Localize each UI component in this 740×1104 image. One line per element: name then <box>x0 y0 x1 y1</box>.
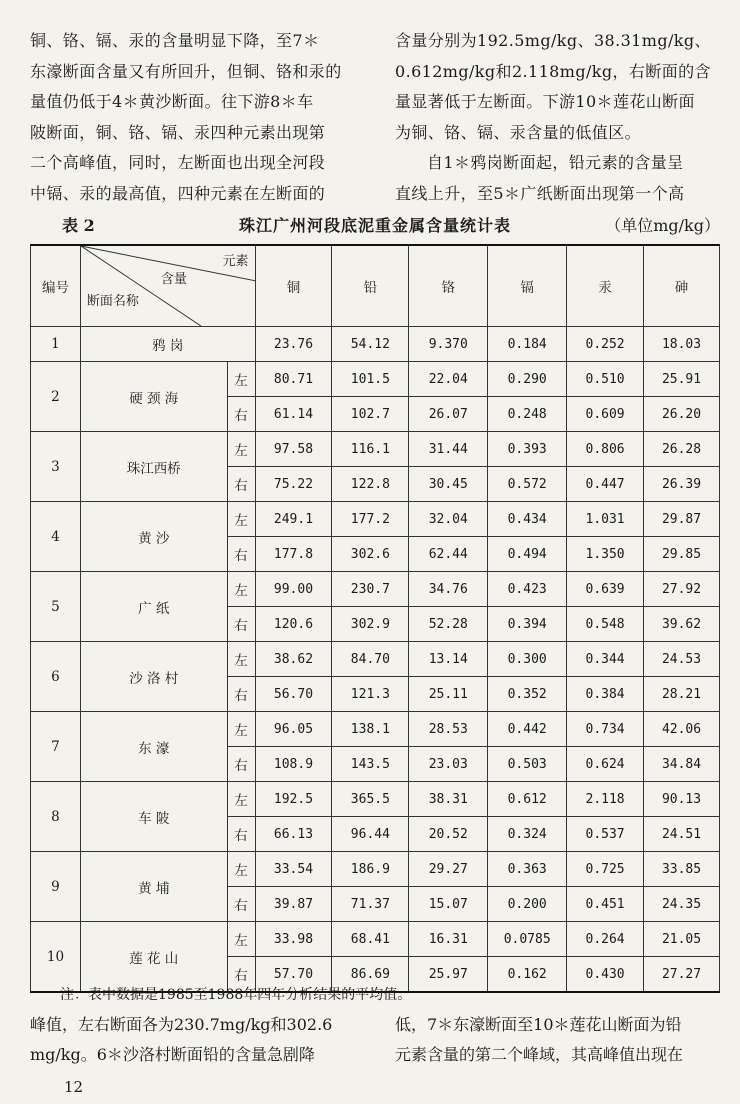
value-cell: 249.1 <box>255 502 332 537</box>
value-cell: 0.394 <box>488 607 567 642</box>
value-cell: 102.7 <box>332 397 409 432</box>
side-label: 左 <box>227 362 255 397</box>
diag-section-label: 断面名称 <box>86 294 139 309</box>
row-number: 6 <box>31 642 81 712</box>
value-cell: 29.85 <box>644 537 720 572</box>
value-cell: 0.537 <box>567 817 644 852</box>
row-number: 4 <box>31 502 81 572</box>
value-cell: 54.12 <box>332 327 409 362</box>
value-cell: 121.3 <box>332 677 409 712</box>
value-cell: 0.442 <box>488 712 567 747</box>
value-cell: 30.45 <box>409 467 488 502</box>
value-cell: 96.44 <box>332 817 409 852</box>
value-cell: 66.13 <box>255 817 332 852</box>
value-cell: 42.06 <box>644 712 720 747</box>
value-cell: 15.07 <box>409 887 488 922</box>
side-label: 右 <box>227 957 255 993</box>
value-cell: 34.84 <box>644 747 720 782</box>
table-row <box>31 782 720 817</box>
section-name: 鸦 岗 <box>80 327 255 362</box>
side-label: 右 <box>227 747 255 782</box>
value-cell: 1.031 <box>567 502 644 537</box>
value-cell: 0.447 <box>567 467 644 502</box>
value-cell: 1.350 <box>567 537 644 572</box>
table-row <box>31 502 720 537</box>
element-header: 镉 <box>488 245 567 327</box>
value-cell: 25.11 <box>409 677 488 712</box>
value-cell: 0.324 <box>488 817 567 852</box>
value-cell: 186.9 <box>332 852 409 887</box>
section-name: 黄 埔 <box>80 852 227 922</box>
value-cell: 0.725 <box>567 852 644 887</box>
col-no-header: 编号 <box>31 245 81 327</box>
value-cell: 0.252 <box>567 327 644 362</box>
value-cell: 26.39 <box>644 467 720 502</box>
row-number: 3 <box>31 432 81 502</box>
value-cell: 75.22 <box>255 467 332 502</box>
value-cell: 0.510 <box>567 362 644 397</box>
value-cell: 192.5 <box>255 782 332 817</box>
side-label: 左 <box>227 502 255 537</box>
text-column-left-top <box>30 26 372 209</box>
table-row <box>31 922 720 957</box>
value-cell: 0.806 <box>567 432 644 467</box>
table-unit: （单位mg/kg） <box>605 216 720 235</box>
section-name: 东 濠 <box>80 712 227 782</box>
value-cell: 2.118 <box>567 782 644 817</box>
diagonal-header <box>81 246 255 326</box>
side-label: 左 <box>227 782 255 817</box>
row-number: 7 <box>31 712 81 782</box>
table-row <box>31 572 720 607</box>
value-cell: 122.8 <box>332 467 409 502</box>
value-cell: 22.04 <box>409 362 488 397</box>
row-number: 10 <box>31 922 81 993</box>
paragraph: 铜、铬、镉、汞的含量明显下降，至7＊ 东濠断面含量又有所回升，但铜、铬和汞的 量值仍低于4＊黄沙断面。往下游8＊车 陂断面，铜、铬、镉、汞四种元素出现第 二个高峰值，同时，左断面也出现全河段 中镉、汞的最高值，四种元素在左断面的 <box>30 31 342 203</box>
value-cell: 230.7 <box>332 572 409 607</box>
value-cell: 31.44 <box>409 432 488 467</box>
side-label: 右 <box>227 467 255 502</box>
side-label: 右 <box>227 677 255 712</box>
value-cell: 177.2 <box>332 502 409 537</box>
data-table <box>30 244 720 993</box>
value-cell: 0.503 <box>488 747 567 782</box>
side-label: 左 <box>227 852 255 887</box>
value-cell: 0.200 <box>488 887 567 922</box>
value-cell: 26.07 <box>409 397 488 432</box>
element-header: 铅 <box>332 245 409 327</box>
value-cell: 302.6 <box>332 537 409 572</box>
value-cell: 84.70 <box>332 642 409 677</box>
value-cell: 26.20 <box>644 397 720 432</box>
text-column-left-bottom: 峰值，左右断面各为230.7mg/kg和302.6 mg/kg。6＊沙洛村断面铅的含量急剧降 <box>30 1015 333 1064</box>
row-number: 5 <box>31 572 81 642</box>
value-cell: 0.494 <box>488 537 567 572</box>
text-column-right-top <box>395 26 715 209</box>
section-name: 硬 颈 海 <box>80 362 227 432</box>
side-label: 右 <box>227 537 255 572</box>
value-cell: 26.28 <box>644 432 720 467</box>
value-cell: 23.76 <box>255 327 332 362</box>
value-cell: 0.344 <box>567 642 644 677</box>
side-label: 左 <box>227 642 255 677</box>
table-row <box>31 327 720 362</box>
side-label: 右 <box>227 397 255 432</box>
paragraph: 自1＊鸦岗断面起，铅元素的含量呈 直线上升，至5＊广纸断面出现第一个高 <box>395 153 685 203</box>
table-title: 珠江广州河段底泥重金属含量统计表 <box>238 216 511 235</box>
value-cell: 32.04 <box>409 502 488 537</box>
value-cell: 33.85 <box>644 852 720 887</box>
value-cell: 24.35 <box>644 887 720 922</box>
value-cell: 0.434 <box>488 502 567 537</box>
value-cell: 56.70 <box>255 677 332 712</box>
table-header-row <box>31 245 720 327</box>
value-cell: 39.87 <box>255 887 332 922</box>
value-cell: 61.14 <box>255 397 332 432</box>
row-number: 2 <box>31 362 81 432</box>
value-cell: 177.8 <box>255 537 332 572</box>
table-row <box>31 362 720 397</box>
value-cell: 24.53 <box>644 642 720 677</box>
section-name: 车 陂 <box>80 782 227 852</box>
value-cell: 120.6 <box>255 607 332 642</box>
row-number: 1 <box>31 327 81 362</box>
value-cell: 71.37 <box>332 887 409 922</box>
value-cell: 90.13 <box>644 782 720 817</box>
value-cell: 0.612 <box>488 782 567 817</box>
diag-content-label: 含量 <box>160 272 187 287</box>
element-header: 铜 <box>255 245 332 327</box>
section-name: 广 纸 <box>80 572 227 642</box>
value-cell: 80.71 <box>255 362 332 397</box>
value-cell: 25.97 <box>409 957 488 993</box>
value-cell: 27.92 <box>644 572 720 607</box>
value-cell: 33.98 <box>255 922 332 957</box>
value-cell: 0.430 <box>567 957 644 993</box>
table-row <box>31 852 720 887</box>
value-cell: 25.91 <box>644 362 720 397</box>
value-cell: 108.9 <box>255 747 332 782</box>
diag-element-label: 元素 <box>222 254 249 269</box>
row-number: 9 <box>31 852 81 922</box>
element-header: 砷 <box>644 245 720 327</box>
value-cell: 28.53 <box>409 712 488 747</box>
section-name: 莲 花 山 <box>80 922 227 993</box>
section-name: 黄 沙 <box>80 502 227 572</box>
table-number: 表 2 <box>62 216 95 235</box>
section-name: 沙 洛 村 <box>80 642 227 712</box>
value-cell: 0.184 <box>488 327 567 362</box>
table-row <box>31 642 720 677</box>
section-name: 珠江西桥 <box>80 432 227 502</box>
value-cell: 18.03 <box>644 327 720 362</box>
value-cell: 0.609 <box>567 397 644 432</box>
value-cell: 0.162 <box>488 957 567 993</box>
value-cell: 33.54 <box>255 852 332 887</box>
value-cell: 68.41 <box>332 922 409 957</box>
value-cell: 29.27 <box>409 852 488 887</box>
value-cell: 38.62 <box>255 642 332 677</box>
paragraph: 含量分别为192.5mg/kg、38.31mg/kg、 0.612mg/kg和2.118mg/kg，右断面的含 量显著低于左断面。下游10＊莲花山断面 为铜、铬、镉、汞含量的低值区。 <box>395 31 711 142</box>
value-cell: 302.9 <box>332 607 409 642</box>
side-label: 左 <box>227 572 255 607</box>
value-cell: 0.0785 <box>488 922 567 957</box>
value-cell: 86.69 <box>332 957 409 993</box>
value-cell: 62.44 <box>409 537 488 572</box>
value-cell: 20.52 <box>409 817 488 852</box>
value-cell: 24.51 <box>644 817 720 852</box>
value-cell: 38.31 <box>409 782 488 817</box>
page-number: 12 <box>64 1078 84 1096</box>
value-cell: 99.00 <box>255 572 332 607</box>
table-note: 注：表中数据是1985至1988年四年分析结果的平均值。 <box>60 987 412 1003</box>
table-row <box>31 432 720 467</box>
value-cell: 0.384 <box>567 677 644 712</box>
value-cell: 28.21 <box>644 677 720 712</box>
value-cell: 0.290 <box>488 362 567 397</box>
side-label: 右 <box>227 607 255 642</box>
value-cell: 96.05 <box>255 712 332 747</box>
value-cell: 23.03 <box>409 747 488 782</box>
value-cell: 0.300 <box>488 642 567 677</box>
table-row <box>31 712 720 747</box>
element-header: 汞 <box>567 245 644 327</box>
table-caption <box>30 213 720 239</box>
value-cell: 365.5 <box>332 782 409 817</box>
value-cell: 13.14 <box>409 642 488 677</box>
row-number: 8 <box>31 782 81 852</box>
value-cell: 21.05 <box>644 922 720 957</box>
value-cell: 0.548 <box>567 607 644 642</box>
value-cell: 0.624 <box>567 747 644 782</box>
value-cell: 16.31 <box>409 922 488 957</box>
value-cell: 0.572 <box>488 467 567 502</box>
value-cell: 0.352 <box>488 677 567 712</box>
value-cell: 34.76 <box>409 572 488 607</box>
value-cell: 9.370 <box>409 327 488 362</box>
value-cell: 52.28 <box>409 607 488 642</box>
value-cell: 0.451 <box>567 887 644 922</box>
element-header: 铬 <box>409 245 488 327</box>
side-label: 右 <box>227 887 255 922</box>
value-cell: 29.87 <box>644 502 720 537</box>
value-cell: 101.5 <box>332 362 409 397</box>
value-cell: 97.58 <box>255 432 332 467</box>
side-label: 左 <box>227 432 255 467</box>
value-cell: 0.264 <box>567 922 644 957</box>
diagonal-header-cell <box>80 245 255 327</box>
value-cell: 143.5 <box>332 747 409 782</box>
value-cell: 0.734 <box>567 712 644 747</box>
side-label: 右 <box>227 817 255 852</box>
side-label: 左 <box>227 922 255 957</box>
value-cell: 57.70 <box>255 957 332 993</box>
value-cell: 138.1 <box>332 712 409 747</box>
side-label: 左 <box>227 712 255 747</box>
value-cell: 39.62 <box>644 607 720 642</box>
value-cell: 27.27 <box>644 957 720 993</box>
value-cell: 0.248 <box>488 397 567 432</box>
value-cell: 0.363 <box>488 852 567 887</box>
text-column-right-bottom: 低，7＊东濠断面至10＊莲花山断面为铅 元素含量的第二个峰域，其高峰值出现在 <box>395 1015 684 1064</box>
value-cell: 0.423 <box>488 572 567 607</box>
value-cell: 116.1 <box>332 432 409 467</box>
value-cell: 0.393 <box>488 432 567 467</box>
value-cell: 0.639 <box>567 572 644 607</box>
